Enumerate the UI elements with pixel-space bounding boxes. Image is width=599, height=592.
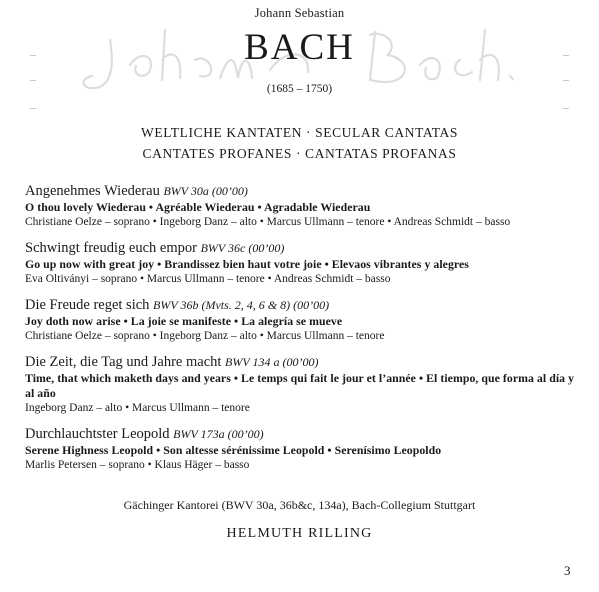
- work-performers: Marlis Petersen – soprano • Klaus Häger – basso: [25, 459, 250, 471]
- choir-credit: Gächinger Kantorei (BWV 30a, 36b&c, 134a), Bach-Collegium Stuttgart: [123, 498, 476, 512]
- margin-mark: [30, 108, 36, 109]
- work-performers: Christiane Oelze – soprano • Ingeborg Danz – alto • Marcus Ullmann – tenore • Andreas Schmidt – basso: [25, 216, 511, 228]
- composer-dates: (1685 – 1750): [266, 83, 333, 95]
- work-entry: [25, 182, 585, 230]
- section-heading-line-2: CANTATES PROFANES · CANTATAS PROFANAS: [142, 146, 457, 161]
- work-performers: Christiane Oelze – soprano • Ingeborg Danz – alto • Marcus Ullmann – tenore: [25, 330, 385, 342]
- work-bwv: BWV 173a (00’00): [173, 427, 264, 441]
- work-bwv: BWV 36b (Mvts. 2, 4, 6 & 8) (00’00): [153, 298, 330, 312]
- work-translations: Joy doth now arise • La joie se manifeste • La alegría se mueve: [25, 314, 343, 328]
- work-title: Angenehmes Wiederau: [25, 183, 160, 199]
- work-title-line: [25, 296, 585, 314]
- work-bwv: BWV 36c (00’00): [200, 241, 285, 255]
- work-performers: Ingeborg Danz – alto • Marcus Ullmann – tenore: [25, 402, 250, 414]
- work-title: Durchlauchtster Leopold: [25, 426, 170, 442]
- conductor-credit: HELMUTH RILLING: [226, 526, 373, 541]
- margin-mark: [563, 108, 569, 109]
- page-number: 3: [564, 563, 571, 578]
- section-heading-line-1: WELTLICHE KANTATEN · SECULAR CANTATAS: [141, 125, 458, 140]
- margin-mark: [30, 80, 36, 81]
- work-entry: [25, 353, 585, 416]
- work-title: Die Zeit, die Tag und Jahre macht: [25, 354, 222, 370]
- margin-mark: [563, 80, 569, 81]
- composer-last-name: BACH: [244, 27, 355, 68]
- work-title-line: [25, 425, 585, 443]
- margin-mark: [30, 55, 36, 56]
- work-title: Schwingt freudig euch empor: [25, 240, 197, 256]
- work-title-line: [25, 353, 585, 371]
- works-list: [25, 182, 585, 482]
- work-entry: [25, 425, 585, 473]
- margin-mark: [563, 55, 569, 56]
- work-bwv: BWV 134 a (00’00): [225, 355, 319, 369]
- work-performers: Eva Oltiványi – soprano • Marcus Ullmann – tenore • Andreas Schmidt – basso: [25, 273, 391, 285]
- composer-first-name: Johann Sebastian: [254, 6, 345, 20]
- work-bwv: BWV 30a (00’00): [163, 184, 248, 198]
- work-translations: Serene Highness Leopold • Son altesse sérénissime Leopold • Serenísimo Leopoldo: [25, 443, 442, 457]
- work-entry: [25, 296, 585, 344]
- work-title-line: [25, 182, 585, 200]
- work-translations: Time, that which maketh days and years • Le temps qui fait le jour et l’année • El tiempo, que forma al día y al año: [25, 371, 575, 400]
- work-entry: [25, 239, 585, 287]
- work-translations: Go up now with great joy • Brandissez bien haut votre joie • Elevaos vibrantes y alegres: [25, 257, 469, 271]
- work-title-line: [25, 239, 585, 257]
- work-title: Die Freude reget sich: [25, 297, 150, 313]
- work-translations: O thou lovely Wiederau • Agréable Wiederau • Agradable Wiederau: [25, 200, 371, 214]
